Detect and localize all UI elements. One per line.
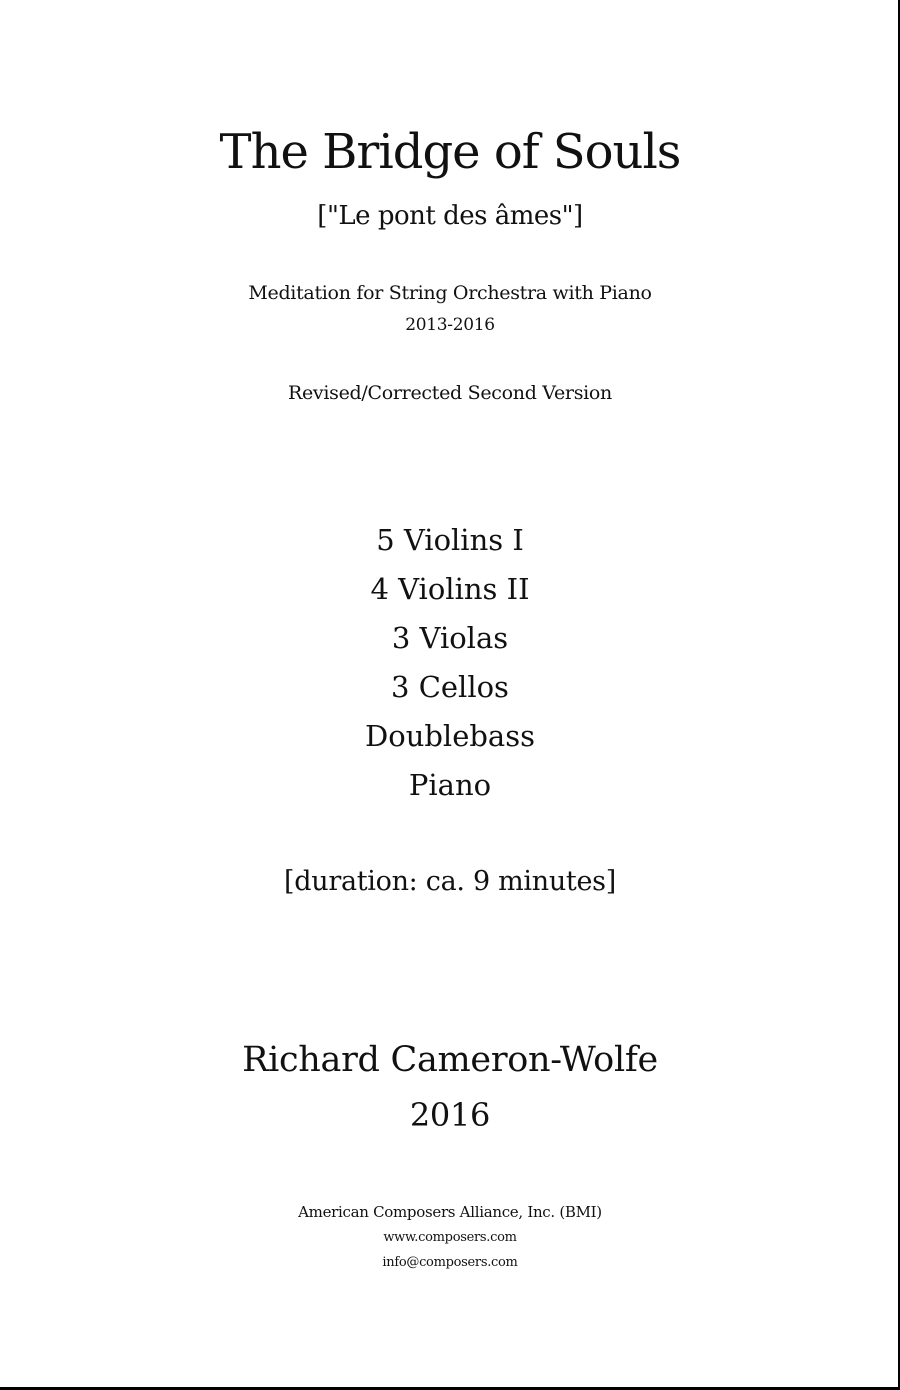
instrument-item: 4 Violins II (370, 572, 530, 606)
publisher-name: American Composers Alliance, Inc. (BMI) (298, 1203, 602, 1221)
instrument-item: 3 Cellos (391, 670, 509, 704)
publisher-email: info@composers.com (382, 1255, 518, 1270)
score-subtitle: ["Le pont des âmes"] (317, 201, 583, 231)
instrumentation-list (0, 516, 900, 810)
score-title: The Bridge of Souls (219, 124, 681, 180)
instrument-item: 5 Violins I (376, 523, 524, 557)
publisher-website: www.composers.com (383, 1230, 517, 1245)
duration-note: [duration: ca. 9 minutes] (284, 866, 616, 897)
composer-name: Richard Cameron-Wolfe (242, 1040, 658, 1080)
instrument-item: 3 Violas (391, 621, 509, 655)
composition-years: 2013-2016 (405, 315, 495, 335)
version-note: Revised/Corrected Second Version (287, 382, 612, 404)
composition-year: 2016 (409, 1096, 491, 1134)
instrument-item: Piano (408, 768, 492, 802)
work-description: Meditation for String Orchestra with Piano (248, 282, 652, 304)
instrument-item: Doublebass (364, 719, 535, 753)
